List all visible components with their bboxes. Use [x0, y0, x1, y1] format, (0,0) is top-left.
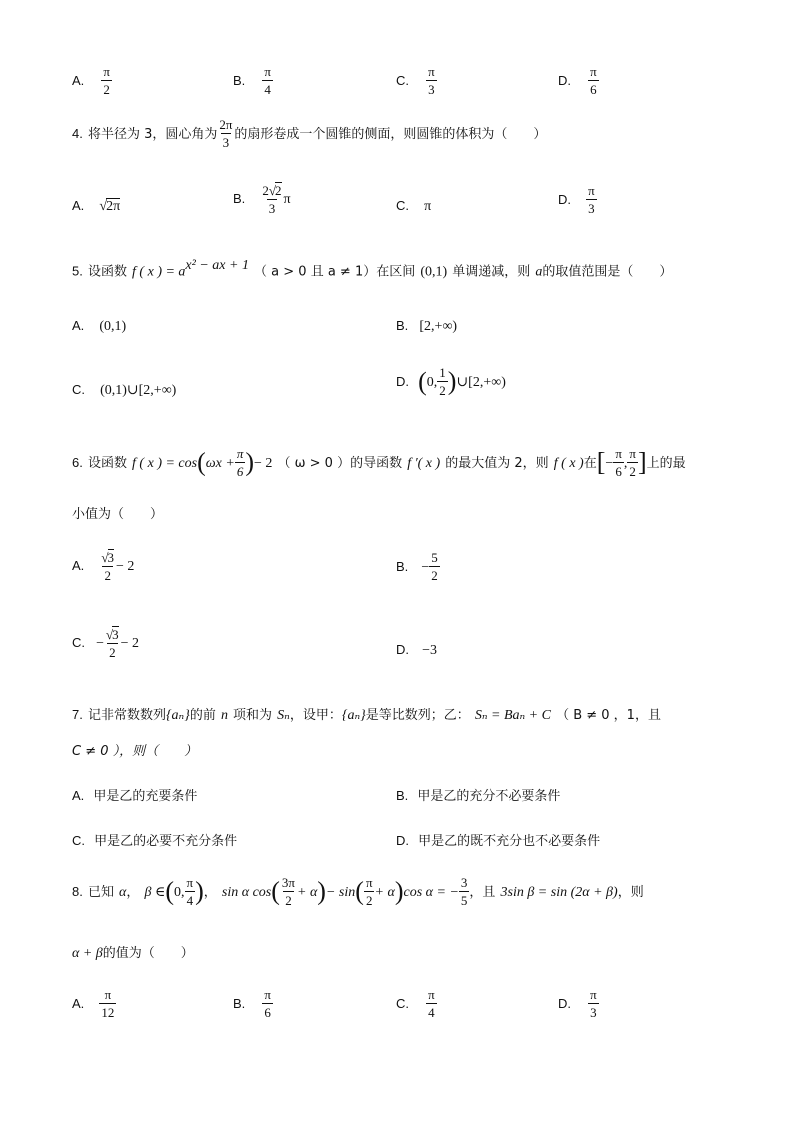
option-label: C [72, 635, 82, 651]
fraction: $\frac{\pi}{3}$ [588, 183, 595, 216]
expression: α + β [72, 946, 103, 961]
option-label: B. [396, 318, 409, 333]
option-dot: . [81, 635, 86, 651]
paren-left: ( [271, 876, 280, 906]
stem-text: 的扇形卷成一个圆锥的侧面，则圆锥的体积为（ ） [234, 127, 547, 143]
option-label: B. [233, 73, 246, 89]
angle-fraction: $\frac{2\pi}{3}$ [219, 117, 233, 150]
q3-option-a [72, 65, 112, 96]
inner-expression: ωx + [205, 456, 235, 472]
question-number: 8. [72, 884, 83, 900]
paren-right: ) [447, 366, 457, 396]
q5-option-a [72, 315, 126, 334]
q3-option-b [233, 65, 273, 96]
stem-text: ，则 [617, 885, 644, 901]
comma: , [623, 456, 628, 472]
option-label: A. [72, 558, 85, 574]
q6-stem-line2: 小值为（ ） [72, 507, 164, 522]
question-number: 5. [72, 263, 83, 279]
paren-right: ) [195, 876, 204, 906]
fraction: $\frac{\pi}{6}$ [590, 64, 597, 97]
q8-stem-line2 [72, 942, 194, 961]
option-value: ∪[2,+∞) [456, 375, 506, 391]
q8-stem [72, 876, 644, 907]
q5-stem [72, 259, 672, 279]
function-expression: f ( x ) [553, 456, 584, 472]
stem-text: 已知 [87, 885, 114, 901]
option-text: 甲是乙的充要条件 [93, 789, 198, 804]
q3-option-c [396, 65, 437, 96]
option-label: D. [396, 642, 409, 657]
bracket-right: ] [637, 447, 647, 477]
q4-option-b [233, 182, 291, 215]
option-label: C. [396, 198, 409, 213]
expression: cos α = − [403, 885, 459, 901]
stem-text: ，设甲： [289, 708, 342, 723]
option-value: π [424, 199, 432, 214]
q6-stem [72, 447, 686, 478]
q7-option-c [72, 830, 237, 849]
question-number: 6. [72, 455, 83, 471]
option-value: 0, [426, 375, 438, 391]
membership: β ∈ [144, 885, 166, 901]
fraction: $\frac{3\pi}{2}$ [281, 875, 295, 908]
option-label: B. [233, 191, 246, 207]
q5-option-c [72, 379, 176, 398]
q8-option-d [558, 988, 599, 1019]
function-expression: f ( x ) = a [132, 264, 186, 280]
fraction: $\frac{\pi}{3}$ [590, 987, 597, 1020]
stem-text: 单调递减，则 [452, 264, 531, 280]
option-label: D. [396, 374, 409, 390]
fraction: $\frac{1}{2}$ [439, 365, 446, 398]
stem-text: C ≠ 0 ），则（ ） [72, 744, 198, 759]
option-label: D. [558, 192, 571, 208]
q5-option-b [396, 315, 457, 334]
q7-option-b [396, 785, 560, 804]
stem-text: 是等比数列；乙： [365, 708, 470, 723]
stem-text: 的最大值为 2，则 [445, 456, 549, 472]
option-value: − 2 [116, 559, 135, 575]
stem-text: ，且 [469, 885, 496, 901]
option-value: − 2 [120, 636, 140, 652]
option-label: D. [558, 73, 571, 89]
q3-option-d [558, 65, 599, 96]
condition-text: （ ω > 0 ）的导函数 [277, 456, 403, 472]
fraction: $\frac{\pi}{4}$ [264, 64, 271, 97]
option-label: A. [72, 788, 85, 803]
paren-right: ) [245, 447, 254, 477]
paren-left: ( [355, 876, 364, 906]
q7-stem [72, 704, 661, 723]
option-label: C. [72, 833, 85, 848]
interval: (0,1) [420, 264, 448, 280]
option-label: A. [72, 198, 85, 213]
option-label: C. [72, 382, 85, 397]
option-label: A. [72, 73, 85, 89]
bracket-left: [ [596, 447, 606, 477]
fraction: $\frac{√3}{2}$ [101, 550, 115, 583]
expression: + α [374, 885, 395, 901]
option-label: C. [396, 996, 409, 1012]
option-text: 甲是乙的必要不充分条件 [94, 834, 238, 849]
option-text: 甲是乙的既不充分也不必要条件 [418, 834, 601, 849]
question-number: 4. [72, 126, 83, 142]
q4-option-a [72, 195, 120, 214]
q6-option-d [396, 639, 437, 658]
q4-stem [72, 118, 546, 149]
fraction: $\frac{\pi}{4}$ [186, 875, 194, 908]
stem-text: 的取值范围是（ ） [542, 264, 673, 280]
exponent: x² − ax + 1 [185, 258, 249, 273]
fraction: $\frac{\pi}{4}$ [428, 987, 435, 1020]
fraction: $\frac{\pi}{6}$ [615, 446, 622, 479]
constant: − 2 [254, 456, 273, 472]
interval-value: 0, [174, 885, 185, 901]
option-text: 甲是乙的充分不必要条件 [417, 789, 561, 804]
condition-text: （ B ≠ 0 ，1，且 [556, 708, 661, 723]
derivative: f ′( x ) [407, 456, 441, 472]
punctuation: ， [126, 885, 140, 901]
option-label: B. [233, 996, 246, 1012]
option-value: −3 [422, 643, 437, 658]
stem-text: 项和为 [233, 708, 273, 723]
stem-text: 记非常数数列 [87, 708, 166, 723]
option-label: B. [396, 788, 409, 803]
stem-text: 将半径为 3，圆心角为 [87, 127, 218, 143]
option-value: (0,1)∪[2,+∞) [100, 383, 177, 398]
stem-text: 的值为（ ） [102, 946, 194, 961]
fraction: $\frac{\pi}{2}$ [103, 64, 110, 97]
fraction: $\frac{\pi}{12}$ [101, 987, 115, 1020]
fraction: $\frac{\pi}{3}$ [428, 64, 435, 97]
q7-option-d [396, 830, 600, 849]
fraction: $\frac{\pi}{2}$ [629, 446, 636, 479]
q8-option-c [396, 988, 437, 1019]
sequence: {aₙ} [165, 708, 190, 723]
condition-text: （ a > 0 且 a ≠ 1）在区间 [254, 264, 416, 280]
fraction: $\frac{3}{5}$ [460, 875, 468, 908]
minus-sign: − [96, 636, 105, 652]
formula: Sₙ = Baₙ + C [474, 708, 551, 723]
minus-sign: − [421, 560, 430, 576]
expression: − sin [325, 885, 356, 901]
variable: a [535, 264, 543, 280]
fraction: $\frac{2√2}{3}$ [262, 183, 282, 216]
paren-left: ( [165, 876, 175, 906]
stem-text: 上的最 [646, 456, 686, 472]
option-value: [2,+∞) [419, 319, 458, 334]
stem-text: 设函数 [87, 456, 127, 472]
paren-right: ) [317, 876, 326, 906]
expression: sin α cos [221, 885, 272, 901]
variable: n [220, 708, 228, 723]
paren-left: ( [418, 366, 427, 396]
q7-stem-line2 [72, 740, 197, 759]
question-number: 7. [72, 707, 83, 722]
stem-text: 在 [583, 456, 597, 472]
partial-sum: Sₙ [277, 708, 290, 723]
q6-option-a [72, 549, 134, 582]
option-label: A. [72, 318, 85, 333]
sqrt-expression: √2π [99, 199, 121, 214]
q6-option-c [72, 626, 139, 659]
q6-option-b [396, 551, 440, 582]
variable: α [119, 885, 127, 901]
option-label: A. [72, 996, 85, 1012]
option-label: D. [396, 833, 409, 848]
expression: + α [297, 885, 318, 901]
fraction: $\frac{\pi}{6}$ [236, 446, 244, 479]
q8-option-a [72, 988, 116, 1019]
punctuation: ， [203, 885, 217, 901]
stem-text: 的前 [189, 708, 216, 723]
fraction: $\frac{\pi}{2}$ [365, 875, 373, 908]
option-label: C. [396, 73, 409, 89]
minus-sign: − [605, 456, 614, 472]
paren-right: ) [394, 876, 404, 906]
fraction: $\frac{√3}{2}$ [106, 627, 119, 660]
option-label: D. [558, 996, 571, 1012]
stem-text: 设函数 [87, 264, 127, 280]
pi-symbol: π [283, 192, 291, 208]
fraction: $\frac{5}{2}$ [431, 550, 438, 583]
option-label: B. [396, 559, 409, 575]
option-value: (0,1) [99, 319, 127, 334]
equation: 3sin β = sin (2α + β) [500, 885, 618, 901]
q8-option-b [233, 988, 273, 1019]
paren-left: ( [197, 447, 206, 477]
q4-option-d [558, 184, 597, 215]
q4-option-c [396, 195, 431, 214]
fraction: $\frac{\pi}{6}$ [264, 987, 271, 1020]
function-expression: f ( x ) = cos [132, 456, 198, 472]
sequence: {aₙ} [341, 708, 366, 723]
q5-option-d [396, 366, 506, 397]
q7-option-a [72, 785, 197, 804]
